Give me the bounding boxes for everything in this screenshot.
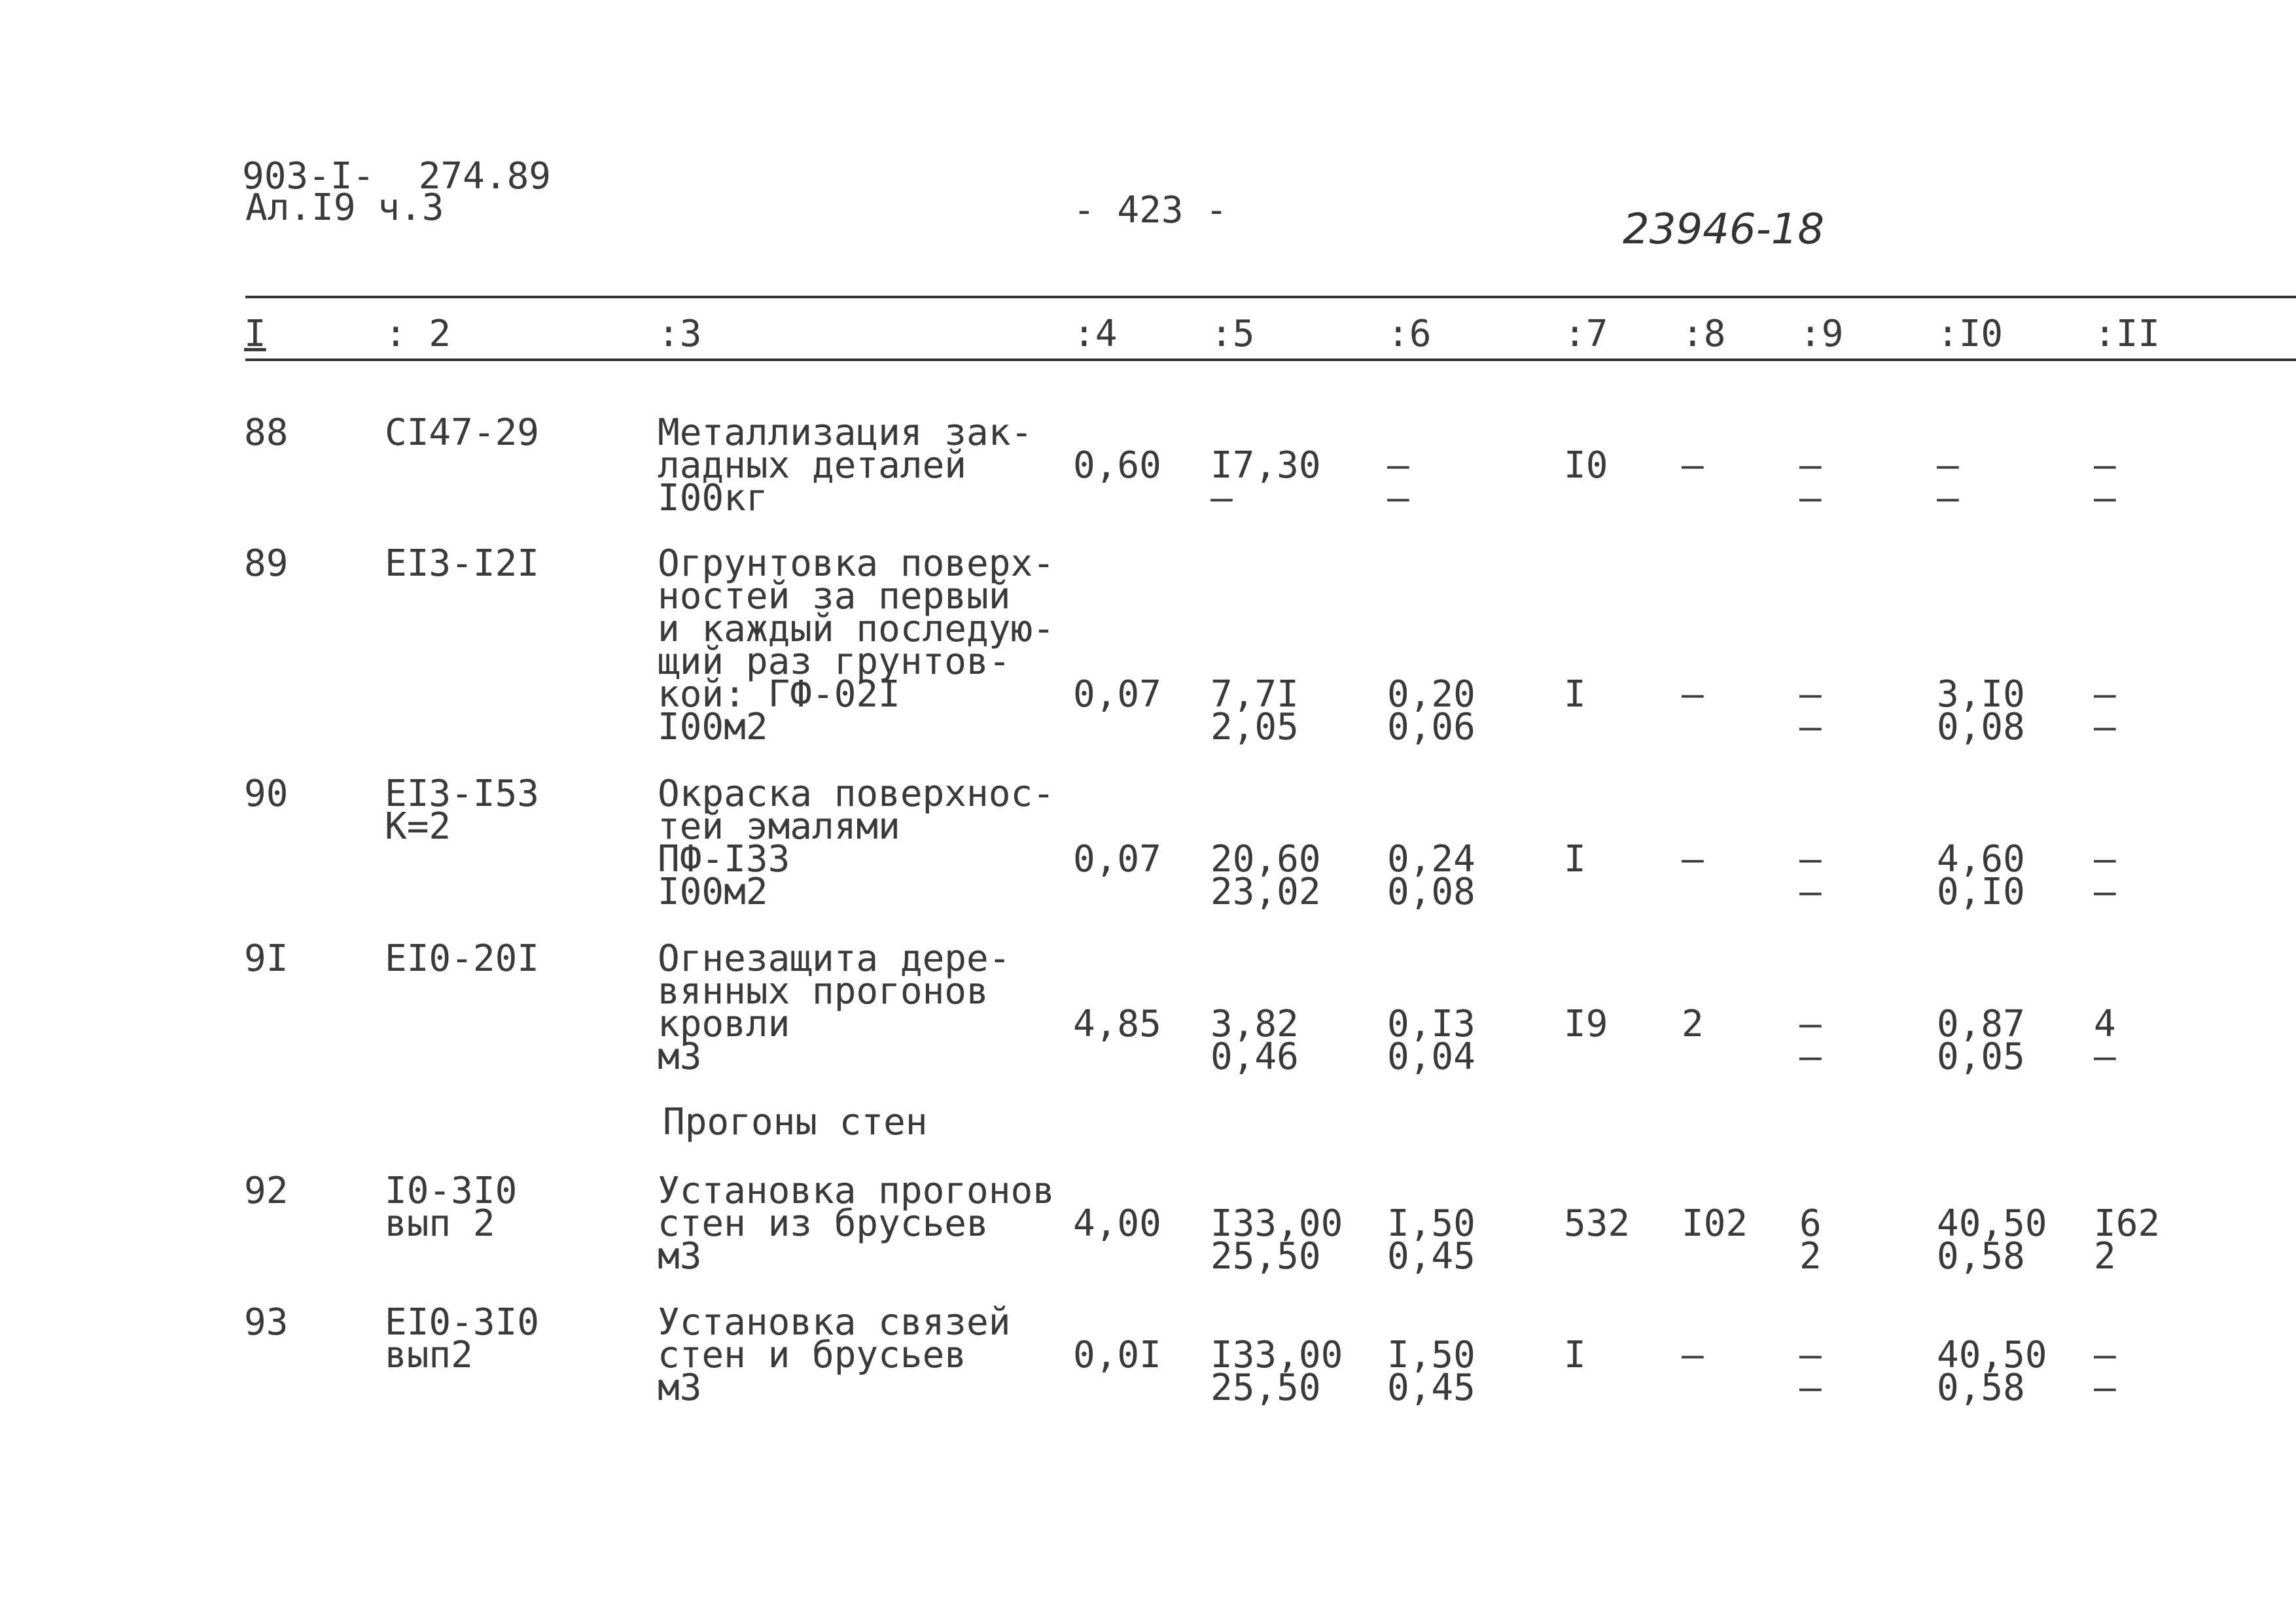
- value-col5: I7,30: [1210, 444, 1321, 487]
- value-col11: 4: [2094, 1003, 2116, 1045]
- value-col5: 7,7I: [1210, 673, 1299, 716]
- column-header-3: :3: [658, 313, 702, 355]
- column-header-5: :5: [1210, 313, 1255, 355]
- value-col11: –: [2094, 1367, 2116, 1409]
- column-header-1: I: [244, 313, 266, 355]
- value-col5: I33,00: [1210, 1334, 1343, 1376]
- value-col6: I,50: [1387, 1202, 1475, 1245]
- work-description: Установка прогонов: [658, 1170, 1055, 1212]
- value-col7: I: [1564, 1334, 1586, 1376]
- rate-code: EI0-3I0: [385, 1301, 540, 1344]
- value-col8: –: [1682, 673, 1704, 716]
- document-code: 903-I- 274.89: [242, 155, 552, 198]
- work-description: I00кг: [658, 477, 768, 519]
- value-col11: –: [2094, 1334, 2116, 1376]
- work-description: I00м2: [658, 871, 768, 913]
- value-col10: –: [1937, 444, 1959, 487]
- row-number: 90: [244, 773, 289, 815]
- value-col11: –: [2094, 477, 2116, 519]
- work-description: Огнезащита дере-: [658, 937, 1011, 980]
- value-col9: –: [1799, 1003, 1822, 1045]
- value-col9: –: [1799, 1036, 1822, 1078]
- work-description: Металлизация зак-: [658, 411, 1033, 454]
- work-description: ностей за первый: [658, 575, 1011, 618]
- value-col6: 0,20: [1387, 673, 1475, 716]
- value-col5: 25,50: [1210, 1235, 1321, 1278]
- value-col7: I9: [1564, 1003, 1608, 1045]
- column-header-7: :7: [1564, 313, 1608, 355]
- value-col7: I0: [1564, 444, 1608, 487]
- value-col10: –: [1937, 477, 1959, 519]
- rate-code: I0-3I0: [385, 1170, 518, 1212]
- value-col4: 0,60: [1073, 444, 1161, 487]
- value-col4: 4,85: [1073, 1003, 1161, 1045]
- value-col9: –: [1799, 1367, 1822, 1409]
- row-number: 9I: [244, 937, 289, 980]
- work-description: стен из брусьев: [658, 1202, 989, 1245]
- value-col6: –: [1387, 444, 1409, 487]
- value-col4: 0,07: [1073, 838, 1161, 881]
- value-col10: 40,50: [1937, 1202, 2047, 1245]
- value-col10: 0,58: [1937, 1235, 2025, 1278]
- value-col5: 0,46: [1210, 1036, 1299, 1078]
- header-top-rule: [245, 296, 2296, 298]
- work-description: м3: [658, 1235, 702, 1278]
- value-col5: I33,00: [1210, 1202, 1343, 1245]
- value-col6: 0,24: [1387, 838, 1475, 881]
- work-description: вянных прогонов: [658, 970, 989, 1013]
- work-description: Окраска поверхнос-: [658, 773, 1055, 815]
- page-number: - 423 -: [1073, 189, 1228, 232]
- value-col5: 2,05: [1210, 706, 1299, 748]
- work-description: кой: ГФ-02I: [658, 673, 900, 716]
- column-header-11: :II: [2094, 313, 2161, 355]
- value-col6: 0,45: [1387, 1367, 1475, 1409]
- value-col8: 2: [1682, 1003, 1704, 1045]
- value-col10: 0,87: [1937, 1003, 2025, 1045]
- work-description: щий раз грунтов-: [658, 640, 1011, 683]
- value-col10: 0,58: [1937, 1367, 2025, 1409]
- row-number: 88: [244, 411, 289, 454]
- column-header-8: :8: [1682, 313, 1726, 355]
- value-col10: 0,I0: [1937, 871, 2025, 913]
- column-header-10: :I0: [1937, 313, 2004, 355]
- value-col10: 0,05: [1937, 1036, 2025, 1078]
- rate-code: EI0-20I: [385, 937, 540, 980]
- value-col4: 4,00: [1073, 1202, 1161, 1245]
- column-header-9: :9: [1799, 313, 1844, 355]
- value-col4: 0,07: [1073, 673, 1161, 716]
- value-col11: –: [2094, 1036, 2116, 1078]
- column-header-6: :6: [1387, 313, 1432, 355]
- value-col7: I: [1564, 838, 1586, 881]
- value-col11: –: [2094, 871, 2116, 913]
- header-bottom-rule: [245, 358, 2296, 361]
- rate-code: вып2: [385, 1334, 473, 1376]
- rate-code: вып 2: [385, 1202, 495, 1245]
- value-col4: 0,0I: [1073, 1334, 1161, 1376]
- handwritten-registration-number: 23946-18: [1623, 205, 1825, 254]
- column-header-2: : 2: [385, 313, 451, 355]
- value-col9: 2: [1799, 1235, 1822, 1278]
- row-number: 93: [244, 1301, 289, 1344]
- value-col9: 6: [1799, 1202, 1822, 1245]
- value-col6: I,50: [1387, 1334, 1475, 1376]
- value-col9: –: [1799, 444, 1822, 487]
- work-description: и каждый последую-: [658, 608, 1055, 650]
- work-description: I00м2: [658, 706, 768, 748]
- value-col5: 25,50: [1210, 1367, 1321, 1409]
- work-description: м3: [658, 1367, 702, 1409]
- value-col8: –: [1682, 1334, 1704, 1376]
- value-col5: 23,02: [1210, 871, 1321, 913]
- work-description: тей эмалями: [658, 805, 900, 848]
- value-col11: –: [2094, 444, 2116, 487]
- value-col9: –: [1799, 706, 1822, 748]
- value-col6: 0,I3: [1387, 1003, 1475, 1045]
- value-col6: 0,08: [1387, 871, 1475, 913]
- work-description: кровли: [658, 1003, 790, 1045]
- work-description: стен и брусьев: [658, 1334, 967, 1376]
- work-description: ПФ-I33: [658, 838, 790, 881]
- value-col11: –: [2094, 673, 2116, 716]
- work-description: м3: [658, 1036, 702, 1078]
- value-col9: –: [1799, 838, 1822, 881]
- value-col10: 40,50: [1937, 1334, 2047, 1376]
- value-col9: –: [1799, 477, 1822, 519]
- value-col10: 4,60: [1937, 838, 2025, 881]
- value-col8: –: [1682, 444, 1704, 487]
- rate-code: EI3-I2I: [385, 542, 540, 585]
- value-col6: 0,06: [1387, 706, 1475, 748]
- value-col9: –: [1799, 871, 1822, 913]
- value-col6: –: [1387, 477, 1409, 519]
- value-col9: –: [1799, 673, 1822, 716]
- section-heading: Прогоны стен: [663, 1101, 928, 1143]
- album-reference: Ал.I9 ч.3: [245, 186, 444, 229]
- value-col7: I: [1564, 673, 1586, 716]
- value-col9: –: [1799, 1334, 1822, 1376]
- value-col10: 0,08: [1937, 706, 2025, 748]
- row-number: 92: [244, 1170, 289, 1212]
- work-description: Установка связей: [658, 1301, 1011, 1344]
- rate-code: K=2: [385, 805, 451, 848]
- value-col5: 3,82: [1210, 1003, 1299, 1045]
- value-col11: I62: [2094, 1202, 2161, 1245]
- value-col6: 0,04: [1387, 1036, 1475, 1078]
- value-col11: –: [2094, 838, 2116, 881]
- value-col10: 3,I0: [1937, 673, 2025, 716]
- value-col5: 20,60: [1210, 838, 1321, 881]
- value-col8: –: [1682, 838, 1704, 881]
- value-col5: –: [1210, 477, 1233, 519]
- rate-code: EI3-I53: [385, 773, 540, 815]
- work-description: ладных деталей: [658, 444, 967, 487]
- value-col6: 0,45: [1387, 1235, 1475, 1278]
- work-description: Огрунтовка поверх-: [658, 542, 1055, 585]
- rate-code: CI47-29: [385, 411, 540, 454]
- value-col7: 532: [1564, 1202, 1631, 1245]
- value-col8: I02: [1682, 1202, 1748, 1245]
- value-col11: –: [2094, 706, 2116, 748]
- value-col11: 2: [2094, 1235, 2116, 1278]
- column-header-4: :4: [1073, 313, 1118, 355]
- row-number: 89: [244, 542, 289, 585]
